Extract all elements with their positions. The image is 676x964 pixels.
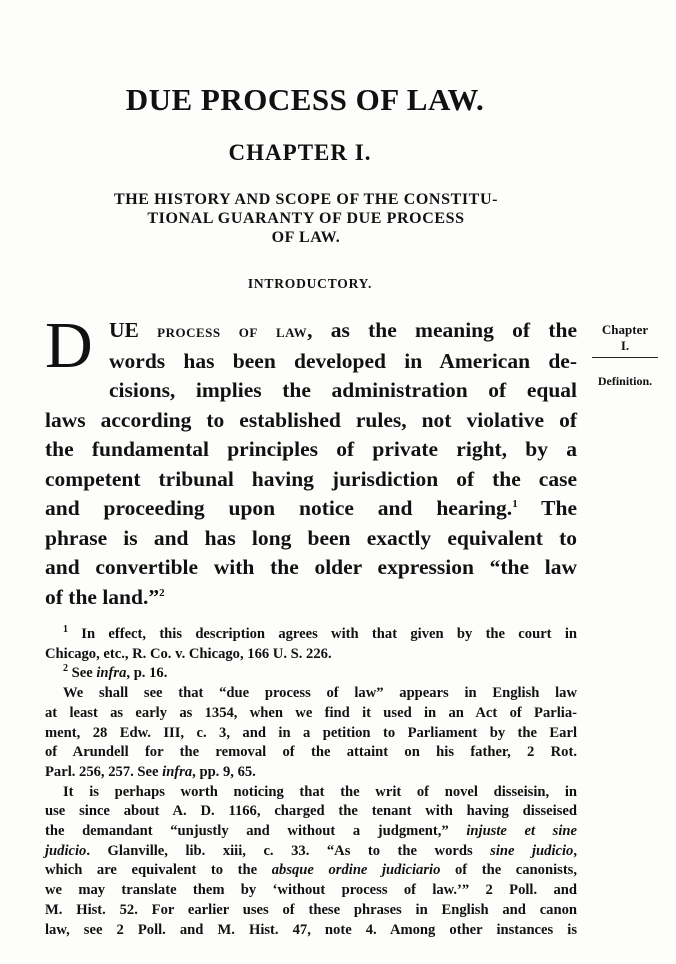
footnote-line: we may translate them by ‘without process of law.’” 2 Poll. and (45, 882, 577, 899)
chapter-subtitle (0, 190, 612, 247)
body-line (45, 316, 577, 347)
footnote-line: We shall see that “due process of law” appears in English law (63, 685, 577, 702)
footnote-text: , p. 16. (126, 665, 168, 682)
footnote-text: In effect, this description agrees with that given by the court in (68, 626, 577, 642)
footnote-text: Parl. 256, 257. See (45, 763, 163, 780)
footnote-italic: infra (96, 665, 127, 682)
footnote-line: ment, 28 Edw. III, c. 3, and in a petition to Parliament by the Earl (45, 724, 577, 741)
footnote-text: . Glanville, lib. xiii, c. 33. “As to the words (86, 842, 491, 859)
footnote-line: law, see 2 Poll. and M. Hist. 47, note 4. Among other instances is (45, 921, 577, 938)
footnote-line: at least as early as 1354, when we find it used in an Act of Parlia- (45, 704, 577, 721)
footnote-text: the demandant “unjustly and without a judgment,” (45, 823, 467, 840)
body-line: laws according to established rules, not violative of (45, 407, 577, 432)
chapter-heading: CHAPTER I. (228, 140, 372, 165)
book-title: DUE PROCESS OF LAW. (125, 82, 485, 117)
footnote-italic: infra (162, 763, 193, 780)
footnotes (45, 625, 577, 940)
body-line: and convertible with the older expression “the law (45, 555, 577, 579)
body-text-fragment: and proceeding upon notice and hearing. (45, 496, 513, 520)
section-heading: INTRODUCTORY. (247, 276, 373, 291)
body-text-fragment: of the land.” (45, 584, 160, 609)
footnote-italic: injuste et sine (466, 823, 577, 840)
body-line: competent tribunal having jurisdiction of the case (45, 466, 577, 491)
footnote-reference[interactable]: 2 (159, 586, 165, 599)
footnote-line (45, 842, 577, 862)
footnote-line: It is perhaps worth noticing that the writ of novel disseisin, in (63, 783, 577, 800)
drop-cap: D (45, 309, 93, 382)
footnote-marker: 2 (63, 663, 68, 675)
footnote-line: of Arundell for the removal of the attaint on his father, 2 Rot. (45, 744, 577, 761)
body-line: phrase is and has long been exactly equivalent to (45, 525, 577, 550)
footnote-text: which are equivalent to the (45, 862, 272, 879)
body-line: cisions, implies the administration of equal (109, 378, 577, 402)
chapter-subtitle-line: THE HISTORY AND SCOPE OF THE CONSTITU- (113, 191, 499, 208)
body-line: words has been developed in American de- (109, 348, 577, 373)
footnote-text: , (573, 842, 578, 859)
footnote-line (45, 861, 577, 881)
body-text-fragment: , as the meaning of the (307, 318, 577, 342)
body-paragraph (45, 309, 578, 612)
footnote-italic: sine judicio (490, 842, 574, 859)
footnote-line (45, 664, 577, 684)
footnote-reference[interactable]: 1 (512, 497, 518, 510)
body-text-fragment: UE (109, 318, 158, 342)
body-line: the fundamental principles of private right, by a (45, 437, 577, 461)
footnote-line (45, 822, 577, 842)
footnote-text: , pp. 9, 65. (192, 763, 256, 780)
footnote-line: M. Hist. 52. For earlier uses of these phrases in English and canon (45, 901, 577, 918)
footnote-marker: 1 (63, 624, 68, 636)
margin-chapter-label: Chapter (601, 322, 649, 337)
body-text-fragment: The (517, 496, 578, 520)
footnote-text: of the canonists, (440, 862, 578, 879)
chapter-subtitle-line: OF LAW. (271, 229, 341, 246)
body-line (45, 494, 577, 524)
margin-divider (592, 357, 658, 358)
chapter-subtitle-line: TIONAL GUARANTY OF DUE PROCESS (147, 210, 465, 227)
footnote-line (45, 625, 577, 645)
footnote-italic: judicio (45, 842, 87, 859)
body-line (45, 583, 577, 613)
footnote-line (45, 763, 577, 783)
footnote-line: use since about A. D. 1166, charged the tenant with having disseised (45, 803, 577, 820)
footnote-italic: absque ordine judiciario (271, 862, 441, 879)
margin-topic-definition: Definition. (597, 374, 653, 388)
small-caps-phrase: process of law (157, 321, 308, 342)
margin-chapter-number: I. (620, 338, 630, 353)
footnote-line: Chicago, etc., R. Co. v. Chicago, 166 U. S. 226. (45, 645, 332, 662)
footnote-text: See (68, 665, 97, 682)
